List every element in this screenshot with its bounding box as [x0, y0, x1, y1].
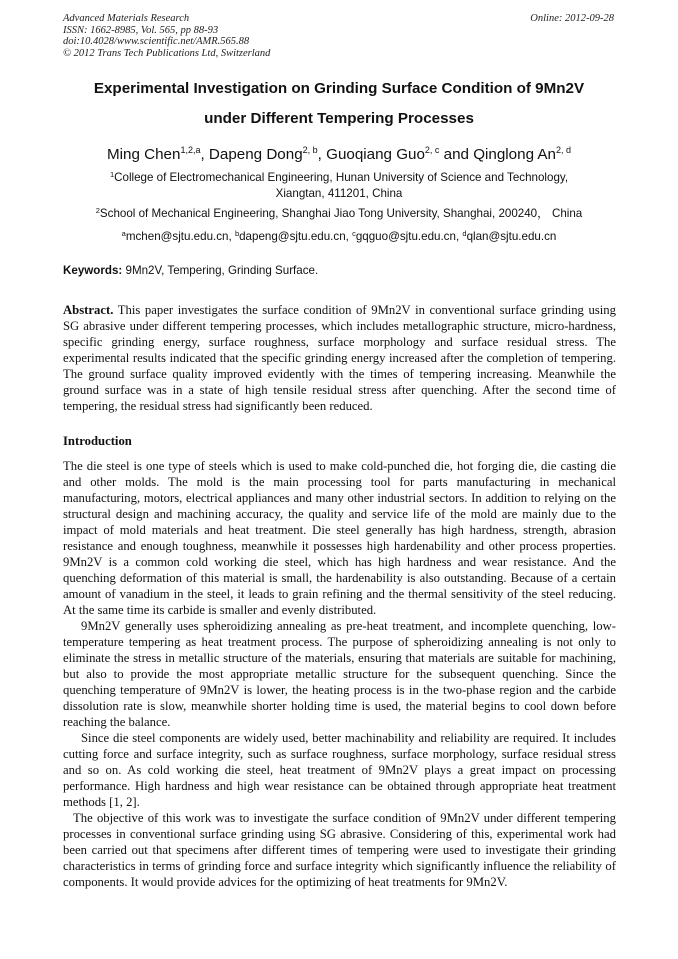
- abstract: [63, 302, 616, 414]
- author-2: Dapeng Dong$^{2, b}$,: [208, 145, 327, 163]
- email-a: $^a$mchen@sjtu.edu.cn,: [121, 229, 235, 243]
- author-1: Ming Chen$^{1,2,a}$,: [106, 145, 209, 163]
- journal-header: [63, 13, 270, 59]
- paper-title-line-1: Experimental Investigation on Grinding Surface Condition of 9Mn2V: [93, 80, 585, 97]
- email-c: $^c$gqguo@sjtu.edu.cn,: [352, 229, 463, 243]
- email-b: $^b$dapeng@sjtu.edu.cn,: [234, 229, 353, 243]
- author-3: Guoqiang Guo$^{2, c}$ and: [326, 145, 474, 163]
- author-4: Qinglong An$^{2, d}$: [473, 145, 571, 163]
- keywords: [63, 264, 318, 277]
- issn-line: ISSN: 1662-8985, Vol. 565, pp 88-93: [63, 24, 219, 36]
- journal-name: Advanced Materials Research: [63, 13, 190, 24]
- intro-paragraph-4: The objective of this work was to investigate the surface condition of 9Mn2V under different tempering processes in conventional surface grinding using SG abrasive. Considering of this, experimental work had been carried out that specimens after different times of tempering were used to investigate their grinding characteristics in terms of grinding force and surface integrity which significantly influence the reliability of components. It would provide advices for the optimizing of heat treatments for 9Mn2V.: [63, 811, 616, 889]
- author-list: [40, 146, 638, 163]
- affiliation-2: $^2$School of Mechanical Engineering, Shanghai Jiao Tong University, Shanghai, 200240， China: [95, 206, 583, 220]
- keywords-label: Keywords:: [63, 264, 123, 277]
- copyright-line: © 2012 Trans Tech Publications Ltd, Switzerland: [63, 47, 271, 59]
- introduction-body: [63, 458, 616, 890]
- abstract-label: Abstract.: [63, 303, 114, 317]
- abstract-text: This paper investigates the surface condition of 9Mn2V in conventional surface grinding using SG abrasive under different tempering processes, which includes metallographic structure, micro-hardness, specific grinding energy, surface roughness, surface morphology and surface residual stress. The experimental results indicated that the specific grinding energy increased after the completion of tempering. The ground surface quality improved evidently with the times of tempering increasing. Meanwhile the ground surface was in a state of high tensile residual stress after quenching. After the second time of tempering, the residual stress had significantly been reduced.: [63, 303, 616, 413]
- intro-paragraph-1: The die steel is one type of steels which is used to make cold-punched die, hot forging die, die casting die and other molds. The mold is the main processing tool for parts manufacturing in mechanical manufacturing, motors, electrical appliances and many other industrial sectors. In addition to relying on the structural design and machining accuracy, the quality and service life of the mold are mainly due to the impact of mold materials and heat treatment. Die steel generally has high hardness, strength, abrasion resistance and enough toughness, meanwhile it possesses high hardenability and other process properties. 9Mn2V is a common cold working die steel, which has high hardness and wear resistance. And the quenching deformation of this material is small, the hardenability is also outstanding. Because of a certain amount of vanadium in the steel, it leads to grain refining and the thermal sensitivity of the steel reducing. At the same time its carbide is smaller and evenly distributed.: [63, 459, 616, 617]
- paper-title-line-2: under Different Tempering Processes: [204, 110, 474, 127]
- author-emails: [40, 230, 638, 243]
- affiliation-1: $^1$College of Electromechanical Engineering, Hunan University of Science and Technology, Xiangtan, 411201, China: [109, 170, 569, 200]
- keywords-text: 9Mn2V, Tempering, Grinding Surface.: [122, 264, 319, 277]
- online-date: Online: 2012-09-28: [530, 13, 614, 24]
- introduction-heading: Introduction: [63, 434, 132, 448]
- intro-paragraph-3: Since die steel components are widely used, better machinability and reliability are required. It includes cutting force and surface integrity, such as surface roughness, surface morphology, surface residual stress and so on. As cold working die steel, heat treatment of 9Mn2V plays a great impact on processing performance. High hardness and high wear resistance can be obtained through appropriate heat treatment methods [1, 2].: [63, 731, 616, 809]
- email-d: $^d$qlan@sjtu.edu.cn: [462, 229, 557, 243]
- intro-paragraph-2: 9Mn2V generally uses spheroidizing annealing as pre-heat treatment, and incomplete quenching, low-temperature tempering as heat treatment process. The purpose of spheroidizing annealing is not only to eliminate the stress in metallic structure of the materials, ensuring that materials are suitable for machining, but also to provide the most appropriate metallic structure for the subsequent quenching. Since the quenching temperature of 9Mn2V is lower, the heating process is in the two-phase region and the carbide dissolution rate is slow, meanwhile shorter holding time is used, the material begins to cool down before reaching the balance.: [63, 619, 616, 729]
- doi-line: doi:10.4028/www.scientific.net/AMR.565.88: [63, 36, 250, 47]
